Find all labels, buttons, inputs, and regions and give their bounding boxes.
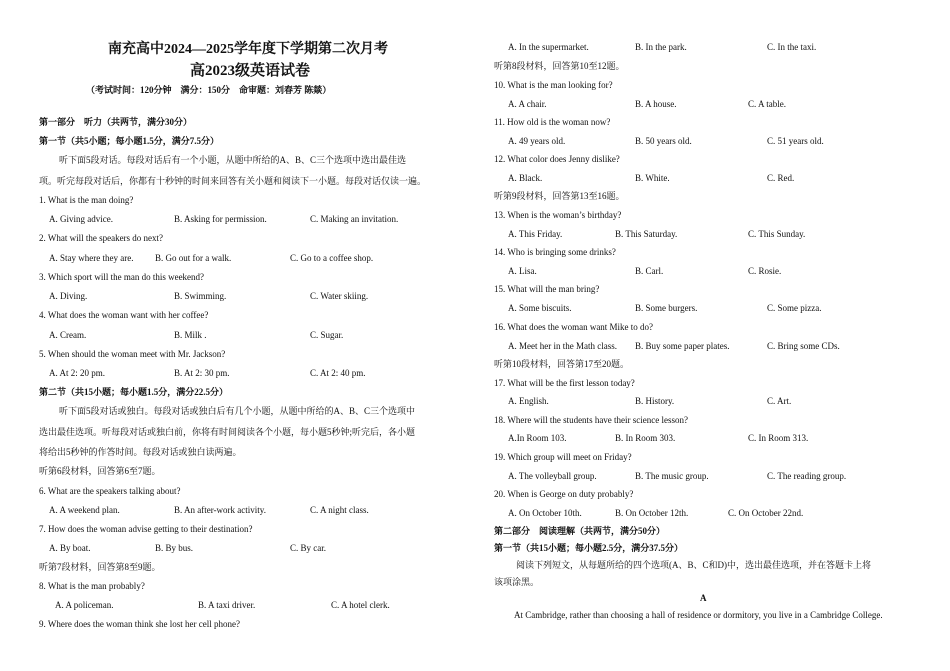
option-a: A. 49 years old. (508, 136, 566, 146)
part1-sec2-instructions: 选出最佳选项。听每段对话或独白前，你将有时间阅读各个小题，每小题5秒钟;听完后，各小题 (39, 427, 416, 437)
option-b: B. This Saturday. (615, 229, 678, 239)
option-c: C. The reading group. (767, 471, 847, 481)
part1-sec2-heading: 第二节（共15小题；每小题1.5分，满分22.5分） (39, 387, 229, 397)
option-a: A. Lisa. (508, 266, 537, 276)
question-stem: 9. Where does the woman think she lost her cell phone? (39, 619, 241, 629)
question-stem: 10. What is the man looking for? (494, 80, 613, 90)
question-stem: 13. When is the woman’s birthday? (494, 210, 622, 220)
option-a: A. A weekend plan. (49, 505, 120, 515)
option-a: A. Cream. (49, 330, 87, 340)
part2-instructions: 阅读下列短文，从每题所给的四个选项(A、B、C和D)中，选出最佳选项，并在答题卡上将 (516, 560, 872, 570)
option-c: C. A hotel clerk. (331, 600, 390, 610)
option-b: B. In Room 303. (615, 433, 676, 443)
question-stem: 2. What will the speakers do next? (39, 233, 164, 243)
part1-sec1-instructions: 听下面5段对话。每段对话后有一个小题，从题中所给的A、B、C三个选项中选出最佳选 (59, 155, 407, 165)
option-b: B. White. (635, 173, 670, 183)
part1-sec2-instructions: 将给出5秒钟的作答时间。每段对话或独白读两遍。 (39, 447, 242, 457)
option-a: A. A policeman. (55, 600, 114, 610)
question-stem: 17. What will be the first lesson today? (494, 378, 635, 388)
option-c: C. By car. (290, 543, 326, 553)
question-stem: 3. Which sport will the man do this weekend? (39, 272, 205, 282)
option-c: C. Art. (767, 396, 792, 406)
question-stem: 16. What does the woman want Mike to do? (494, 322, 654, 332)
option-a: A. On October 10th. (508, 508, 582, 518)
passage-text: At Cambridge, rather than choosing a hall of residence or dormitory, you live in a Cambridge College. (514, 610, 883, 620)
option-c: C. Making an invitation. (310, 214, 399, 224)
option-a: A. English. (508, 396, 549, 406)
question-stem: 11. How old is the woman now? (494, 117, 611, 127)
question-stem: 8. What is the man probably? (39, 581, 145, 591)
option-b: B. At 2: 30 pm. (174, 368, 230, 378)
option-c: C. 51 years old. (767, 136, 824, 146)
option-a: A. Some biscuits. (508, 303, 572, 313)
option-b: B. Milk . (174, 330, 207, 340)
option-c: C. On October 22nd. (728, 508, 804, 518)
option-b: B. Some burgers. (635, 303, 698, 313)
option-a: A. The volleyball group. (508, 471, 597, 481)
exam-title: 南充高中2024—2025学年度下学期第二次月考 (108, 42, 388, 57)
option-c: C. Water skiing. (310, 291, 369, 301)
exam-info: （考试时间：120分钟 满分：150分 命审题：刘春芳 陈燚） (86, 85, 332, 95)
part1-sec2-instructions: 听下面5段对话或独白。每段对话或独白后有几个小题，从题中所给的A、B、C三个选项中 (59, 406, 416, 416)
option-b: B. Carl. (635, 266, 664, 276)
option-c: C. This Sunday. (748, 229, 806, 239)
material-note: 听第10段材料，回答第17至20题。 (494, 359, 630, 369)
question-stem: 19. Which group will meet on Friday? (494, 452, 632, 462)
part1-sec1-heading: 第一节（共5小题；每小题1.5分，满分7.5分） (39, 136, 220, 146)
option-b: B. A house. (635, 99, 677, 109)
option-b: B. Asking for permission. (174, 214, 267, 224)
option-a: A. Giving advice. (49, 214, 113, 224)
option-c: C. Go to a coffee shop. (290, 253, 374, 263)
part2-heading: 第二部分 阅读理解（共两节，满分50分） (494, 526, 666, 536)
option-b: B. 50 years old. (635, 136, 692, 146)
part1-heading: 第一部分 听力（共两节，满分30分） (39, 117, 193, 127)
option-c: C. Rosie. (748, 266, 782, 276)
question-stem: 6. What are the speakers talking about? (39, 486, 181, 496)
option-c: C. At 2: 40 pm. (310, 368, 366, 378)
option-c: C. In Room 313. (748, 433, 809, 443)
option-a: A. By boat. (49, 543, 91, 553)
option-a: A. Black. (508, 173, 543, 183)
question-stem: 12. What color does Jenny dislike? (494, 154, 620, 164)
option-a: A. At 2: 20 pm. (49, 368, 106, 378)
option-b: B. Buy some paper plates. (635, 341, 730, 351)
option-a: A. Diving. (49, 291, 88, 301)
part1-sec1-instructions: 项。听完每段对话后，你都有十秒钟的时间来回答有关小题和阅读下一小题。每段对话仅读一遍。 (39, 176, 427, 186)
question-stem: 18. Where will the students have their science lesson? (494, 415, 689, 425)
material-note: 听第6段材料，回答第6至7题。 (39, 466, 161, 476)
option-b: B. An after-work activity. (174, 505, 266, 515)
option-b: B. History. (635, 396, 675, 406)
option-c: C. Red. (767, 173, 795, 183)
material-note: 听第8段材料，回答第10至12题。 (494, 61, 625, 71)
option-a: A. In the supermarket. (508, 42, 589, 52)
question-stem: 14. Who is bringing some drinks? (494, 247, 616, 257)
option-a: A.In Room 103. (508, 433, 567, 443)
option-b: B. A taxi driver. (198, 600, 256, 610)
option-b: B. In the park. (635, 42, 687, 52)
material-note: 听第7段材料，回答第8至9题。 (39, 562, 161, 572)
option-c: C. A table. (748, 99, 786, 109)
option-b: B. Go out for a walk. (155, 253, 232, 263)
option-a: A. Stay where they are. (49, 253, 134, 263)
option-b: B. On October 12th. (615, 508, 689, 518)
option-b: B. Swimming. (174, 291, 227, 301)
option-c: C. A night class. (310, 505, 369, 515)
question-stem: 20. When is George on duty probably? (494, 489, 634, 499)
option-b: B. The music group. (635, 471, 709, 481)
exam-subtitle: 高2023级英语试卷 (190, 63, 311, 79)
option-c: C. Some pizza. (767, 303, 822, 313)
question-stem: 7. How does the woman advise getting to their destination? (39, 524, 253, 534)
part2-instructions: 该项涂黑。 (494, 577, 540, 587)
option-c: C. In the taxi. (767, 42, 817, 52)
option-b: B. By bus. (155, 543, 194, 553)
passage-label: A (700, 593, 707, 603)
option-c: C. Sugar. (310, 330, 344, 340)
option-a: A. This Friday. (508, 229, 563, 239)
question-stem: 5. When should the woman meet with Mr. Jackson? (39, 349, 226, 359)
question-stem: 1. What is the man doing? (39, 195, 134, 205)
option-a: A. Meet her in the Math class. (508, 341, 617, 351)
part2-sec1-heading: 第一节（共15小题；每小题2.5分，满分37.5分） (494, 543, 684, 553)
option-c: C. Bring some CDs. (767, 341, 840, 351)
question-stem: 4. What does the woman want with her coffee? (39, 310, 209, 320)
option-a: A. A chair. (508, 99, 547, 109)
material-note: 听第9段材料，回答第13至16题。 (494, 191, 625, 201)
question-stem: 15. What will the man bring? (494, 284, 600, 294)
